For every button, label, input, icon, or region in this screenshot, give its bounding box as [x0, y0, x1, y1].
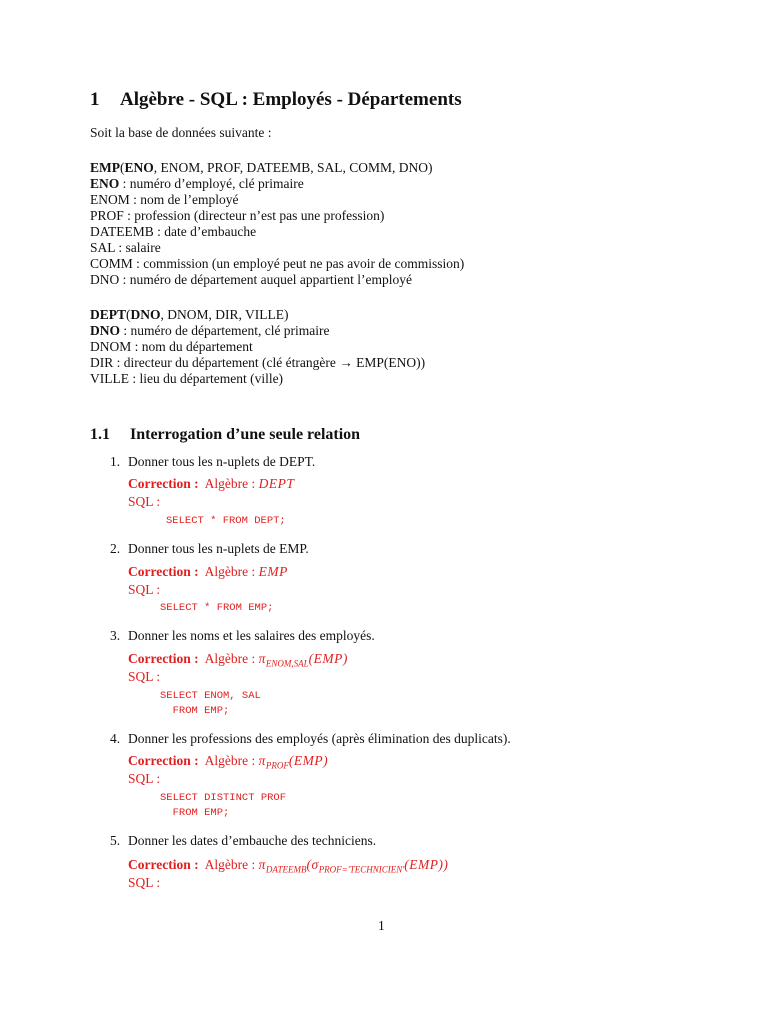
sql-code: SELECT * FROM EMP; [160, 602, 274, 614]
dept-attr-line: DNO : numéro de département, clé primaire [90, 323, 330, 338]
sql-code: SELECT ENOM, SAL FROM EMP; [160, 690, 261, 717]
dept-attr-line: DNOM : nom du département [90, 339, 253, 354]
correction-line: Correction : Algèbre : $\pi_{DATEEMB}(\sigma_{PROF='TECHNICIEN'}(EMP))$ [128, 857, 449, 875]
correction-line: Correction : Algèbre : DEPT [128, 476, 295, 491]
question-item: 1. Donner tous les n-uplets de DEPT. [110, 454, 316, 469]
sql-label: SQL : [128, 875, 161, 890]
emp-attr-line: COMM : commission (un employé peut ne pas avoir de commission) [90, 256, 465, 271]
emp-attr-line: PROF : profession (directeur n’est pas une profession) [90, 208, 385, 223]
sql-label: SQL : [128, 771, 161, 786]
correction-line: Correction : Algèbre : EMP [128, 564, 288, 579]
subsection-title-text: Interrogation d’une seule relation [130, 426, 361, 443]
sql-code: SELECT * FROM DEPT; [166, 515, 286, 527]
question-item: 4. Donner les professions des employés (après élimination des duplicats). [110, 731, 511, 746]
sql-label: SQL : [128, 669, 161, 684]
emp-attr-line: SAL : salaire [90, 240, 161, 255]
emp-schema-line: EMP(ENO, ENOM, PROF, DATEEMB, SAL, COMM, DNO) [90, 160, 433, 175]
sql-label: SQL : [128, 582, 161, 597]
dept-schema-line: DEPT(DNO, DNOM, DIR, VILLE) [90, 307, 289, 322]
subsection-number: 1.1 [90, 426, 110, 443]
emp-attr-line: ENOM : nom de l’employé [90, 192, 239, 207]
emp-attr-line: ENO : numéro d’employé, clé primaire [90, 176, 304, 191]
correction-line: Correction : Algèbre : $\pi_{ENOM,SAL}(EMP)$ [128, 651, 348, 669]
emp-schema-block [90, 160, 464, 288]
question-item: 3. Donner les noms et les salaires des employés. [110, 628, 375, 643]
question-item: 2. Donner tous les n-uplets de EMP. [110, 541, 309, 556]
intro-text: Soit la base de données suivante : [90, 125, 272, 140]
sql-label: SQL : [128, 494, 161, 509]
emp-attr-line: DATEEMB : date d’embauche [90, 224, 257, 239]
section-number: 1 [90, 89, 100, 110]
dept-schema-block [90, 307, 425, 387]
emp-attr-line: DNO : numéro de département auquel appartient l’employé [90, 272, 413, 287]
correction-line: Correction : Algèbre : $\pi_{PROF}(EMP)$ [128, 753, 329, 771]
page-number: 1 [378, 918, 385, 933]
section-title-text: Algèbre - SQL : Employés - Départements [120, 89, 462, 110]
sql-code: SELECT DISTINCT PROF FROM EMP; [160, 792, 287, 819]
section-title [90, 89, 462, 111]
dept-attr-line: DIR : directeur du département (clé étrangère → EMP(ENO)) [90, 355, 426, 370]
subsection-title [90, 426, 360, 444]
dept-attr-line: VILLE : lieu du département (ville) [90, 371, 284, 386]
question-item: 5. Donner les dates d’embauche des techniciens. [110, 833, 377, 848]
